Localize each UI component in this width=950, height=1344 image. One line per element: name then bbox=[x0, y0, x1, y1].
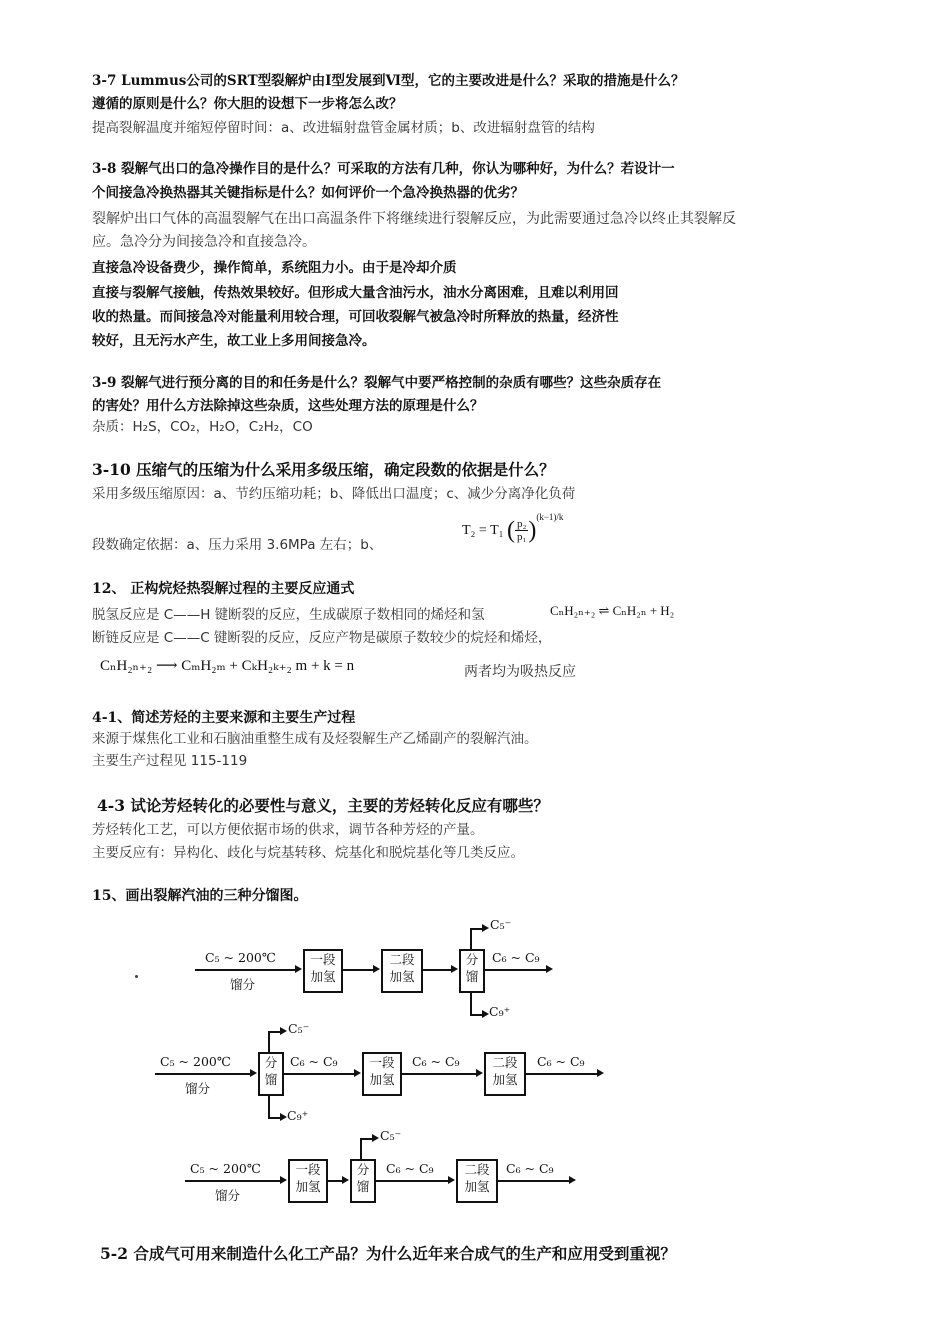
d1-feed-line bbox=[195, 969, 297, 971]
d3-product-2: C₆ ~ C₉ bbox=[506, 1161, 554, 1176]
answer-3-8-line1: 裂解炉出口气体的高温裂解气在出口高温条件下将继续进行裂解反应，为此需要通过急冷以终止其裂解反 bbox=[92, 211, 736, 227]
answer-3-8-bold2: 直接与裂解气接触，传热效果较好。但形成大量含油污水，油水分离困难，且难以利用回 bbox=[92, 285, 619, 301]
answer-4-1-line2: 主要生产过程见 115-119 bbox=[92, 753, 248, 769]
answer-4-3-line1: 芳烃转化工艺，可以方便依据市场的供求，调节各种芳烃的产量。 bbox=[92, 822, 484, 838]
answer-3-8-bold4: 较好，且无污水产生，故工业上多用间接急冷。 bbox=[92, 333, 376, 349]
d1-line-2 bbox=[343, 969, 375, 971]
answer-3-10-line1: 采用多级压缩原因：a、节约压缩功耗；b、降低出口温度；c、减少分离净化负荷 bbox=[92, 486, 576, 502]
d2-feed-label: C₅ ~ 200℃ bbox=[160, 1054, 231, 1069]
dehydrogenation-formula: CₙH₂ₙ₊₂ ⇌ CₙH₂ₙ + H₂ bbox=[550, 603, 675, 618]
question-3-9-line1: 3-9 裂解气进行预分离的目的和任务是什么？裂解气中要严格控制的杂质有哪些？这些杂质存在 bbox=[92, 375, 662, 391]
d3-top-out: C₅⁻ bbox=[380, 1128, 402, 1143]
d3-feed-sub: 馏分 bbox=[215, 1188, 241, 1203]
answer-3-7: 提高裂解温度并缩短停留时间：a、改进辐射盘管金属材质；b、改进辐射盘管的结构 bbox=[92, 120, 595, 136]
d2-stage1-b: 加氢 bbox=[369, 1072, 395, 1087]
d1-top-arrow bbox=[482, 924, 489, 932]
d1-frac-a: 分 bbox=[465, 952, 479, 967]
answer-3-10-line2: 段数确定依据：a、压力采用 3.6MPa 左右；b、 bbox=[92, 537, 383, 553]
d2-frac-box bbox=[258, 1052, 284, 1096]
d2-product-2: C₆ ~ C₉ bbox=[412, 1054, 460, 1069]
d3-arrow-3 bbox=[448, 1176, 455, 1184]
question-15: 15、画出裂解汽油的三种分馏图。 bbox=[92, 888, 308, 904]
d2-stage2-box bbox=[484, 1052, 526, 1096]
d1-product-line bbox=[485, 969, 547, 971]
question-3-10: 3-10 压缩气的压缩为什么采用多级压缩，确定段数的依据是什么？ bbox=[92, 460, 555, 479]
d1-arrow-1 bbox=[295, 965, 302, 973]
d2-bottom-line-v bbox=[268, 1094, 270, 1117]
formula-exponent: (k−1)/k bbox=[536, 512, 564, 522]
d1-frac-b: 馏 bbox=[465, 969, 479, 984]
d3-frac-a: 分 bbox=[356, 1162, 370, 1177]
d1-stage1-box bbox=[303, 949, 343, 993]
d3-arrow-1 bbox=[280, 1176, 287, 1184]
d1-stage2-b: 加氢 bbox=[389, 969, 415, 984]
d3-arrow-2 bbox=[342, 1176, 349, 1184]
d2-stage1-a: 一段 bbox=[369, 1055, 395, 1070]
d1-feed-label: C₅ ~ 200℃ bbox=[205, 950, 276, 965]
question-4-3: 4-3 试论芳烃转化的必要性与意义，主要的芳烃转化反应有哪些？ bbox=[97, 796, 549, 815]
formula-numerator: p₂ bbox=[517, 518, 527, 531]
d2-stage2-a: 二段 bbox=[492, 1055, 518, 1070]
d2-stage1-box bbox=[362, 1052, 402, 1096]
d3-top-arrow bbox=[372, 1134, 379, 1142]
question-12: 12、 正构烷烃热裂解过程的主要反应通式 bbox=[92, 581, 355, 597]
d2-product-1: C₆ ~ C₉ bbox=[290, 1054, 338, 1069]
compression-formula bbox=[462, 512, 563, 544]
d3-product-line bbox=[498, 1180, 570, 1182]
d2-arrow-1 bbox=[250, 1069, 257, 1077]
answer-12-note: 两者均为吸热反应 bbox=[464, 664, 576, 680]
formula-paren-close: ) bbox=[528, 517, 537, 544]
d3-product-1: C₆ ~ C₉ bbox=[386, 1161, 434, 1176]
formula-left: T₂ = T₁ bbox=[462, 523, 504, 538]
answer-3-9: 杂质：H₂S，CO₂，H₂O，C₂H₂，CO bbox=[92, 419, 313, 435]
d2-frac-a: 分 bbox=[264, 1055, 278, 1070]
d2-feed-sub: 馏分 bbox=[185, 1081, 211, 1096]
d3-feed-label: C₅ ~ 200℃ bbox=[190, 1161, 261, 1176]
d1-frac-box bbox=[459, 949, 485, 993]
d1-arrow-3 bbox=[451, 965, 458, 973]
scan-dot bbox=[135, 975, 138, 978]
d1-stage1-b: 加氢 bbox=[310, 969, 336, 984]
d2-bottom-arrow bbox=[280, 1113, 287, 1121]
d3-stage2-a: 二段 bbox=[464, 1162, 490, 1177]
d1-stage2-a: 二段 bbox=[389, 952, 415, 967]
d1-bottom-arrow bbox=[482, 1010, 489, 1018]
d2-line-3 bbox=[402, 1073, 478, 1075]
d2-product-3: C₆ ~ C₉ bbox=[537, 1054, 585, 1069]
d1-arrow-2 bbox=[373, 965, 380, 973]
d1-top-out: C₅⁻ bbox=[490, 917, 512, 932]
d3-stage1-box bbox=[288, 1159, 328, 1203]
d3-stage2-box bbox=[456, 1159, 498, 1203]
d1-bottom-line-v bbox=[470, 991, 472, 1014]
d2-product-line bbox=[526, 1073, 598, 1075]
d2-feed-line bbox=[155, 1073, 252, 1075]
d2-arrow-2 bbox=[354, 1069, 361, 1077]
d3-product-arrow bbox=[569, 1176, 576, 1184]
d2-top-out: C₅⁻ bbox=[288, 1021, 310, 1036]
d3-frac-box bbox=[350, 1159, 376, 1203]
d2-frac-b: 馏 bbox=[264, 1072, 278, 1087]
d2-stage2-b: 加氢 bbox=[492, 1072, 518, 1087]
d1-bottom-out: C₉⁺ bbox=[489, 1004, 511, 1019]
d2-line-2 bbox=[284, 1073, 356, 1075]
d3-line-3 bbox=[376, 1180, 450, 1182]
answer-12-line2: 断链反应是 C——C 键断裂的反应，反应产物是碳原子数较少的烷烃和烯烃， bbox=[92, 630, 552, 646]
question-3-8-line1: 3-8 裂解气出口的急冷操作目的是什么？可采取的方法有几种，你认为哪种好，为什么？若设计一 bbox=[92, 161, 675, 177]
d1-stage1-a: 一段 bbox=[310, 952, 336, 967]
d2-arrow-3 bbox=[476, 1069, 483, 1077]
formula-fraction bbox=[515, 518, 528, 543]
d3-stage1-a: 一段 bbox=[295, 1162, 321, 1177]
question-3-7-line2: 遵循的原则是什么？你大胆的设想下一步将怎么改？ bbox=[92, 96, 403, 112]
d3-feed-line bbox=[185, 1180, 282, 1182]
question-3-9-line2: 的害处？用什么方法除掉这些杂质，这些处理方法的原理是什么？ bbox=[92, 398, 484, 414]
answer-3-8-bold3: 收的热量。而间接急冷对能量利用较合理，可回收裂解气被急冷时所释放的热量，经济性 bbox=[92, 309, 619, 325]
answer-3-8-bold1: 直接急冷设备费少，操作简单，系统阻力小。由于是冷却介质 bbox=[92, 260, 457, 276]
d1-product: C₆ ~ C₉ bbox=[492, 950, 540, 965]
question-3-7-line1: 3-7 Lummus公司的SRT型裂解炉由Ⅰ型发展到Ⅵ型，它的主要改进是什么？采取的措施是什么？ bbox=[92, 73, 685, 89]
d1-line-3 bbox=[423, 969, 453, 971]
question-5-2: 5-2 合成气可用来制造什么化工产品？为什么近年来合成气的生产和应用受到重视？ bbox=[100, 1244, 676, 1263]
cracking-formula: CₙH₂ₙ₊₂ ⟶ CₘH₂ₘ + CₖH₂ₖ₊₂ m + k = n bbox=[100, 658, 355, 674]
d2-top-line-v bbox=[268, 1031, 270, 1052]
d2-top-arrow bbox=[280, 1027, 287, 1035]
d3-stage1-b: 加氢 bbox=[295, 1179, 321, 1194]
question-3-8-line2: 个间接急冷换热器其关键指标是什么？如何评价一个急冷换热器的优劣？ bbox=[92, 185, 524, 201]
d1-stage2-box bbox=[381, 949, 423, 993]
question-4-1: 4-1、简述芳烃的主要来源和主要生产过程 bbox=[92, 710, 356, 726]
d2-bottom-out: C₉⁺ bbox=[287, 1108, 309, 1123]
answer-12-line1: 脱氢反应是 C——H 键断裂的反应，生成碳原子数相同的烯烃和氢 bbox=[92, 607, 485, 623]
d3-frac-b: 馏 bbox=[356, 1179, 370, 1194]
d1-feed-sub: 馏分 bbox=[230, 977, 256, 992]
formula-paren-open: ( bbox=[507, 517, 516, 544]
d3-stage2-b: 加氢 bbox=[464, 1179, 490, 1194]
answer-4-3-line2: 主要反应有：异构化、歧化与烷基转移、烷基化和脱烷基化等几类反应。 bbox=[92, 845, 524, 861]
d2-product-arrow bbox=[597, 1069, 604, 1077]
answer-4-1-line1: 来源于煤焦化工业和石脑油重整生成有及烃裂解生产乙烯副产的裂解汽油。 bbox=[92, 731, 538, 747]
answer-3-8-line2: 应。急冷分为间接急冷和直接急冷。 bbox=[92, 234, 316, 250]
d1-product-arrow bbox=[546, 965, 553, 973]
formula-denominator: p₁ bbox=[517, 531, 527, 544]
d3-top-line-v bbox=[360, 1138, 362, 1159]
d1-top-line-v bbox=[470, 928, 472, 949]
